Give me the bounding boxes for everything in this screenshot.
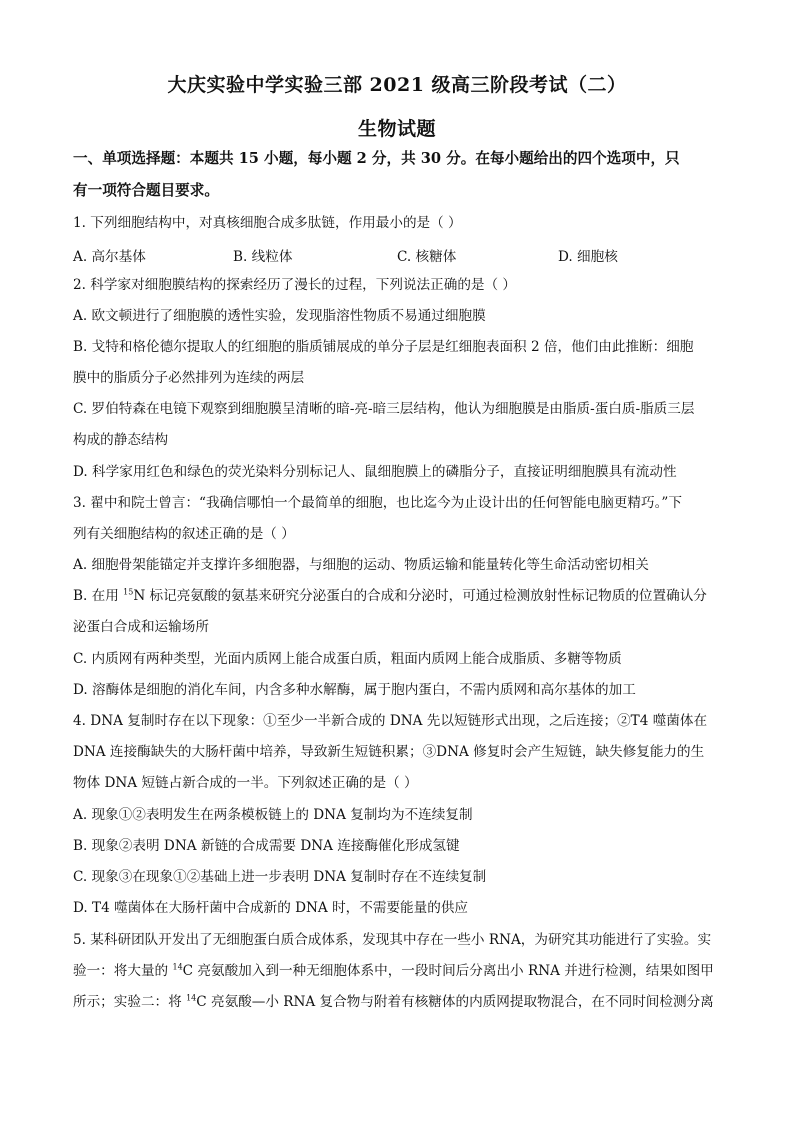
question-5-line3 (73, 993, 733, 1011)
q3-option-c: C. 内质网有两种类型，光面内质网上能合成蛋白质，粗面内质网上能合成脂质、多糖等物质 (73, 651, 622, 667)
q4-option-c: C. 现象③在现象①②基础上进一步表明 DNA 复制时存在不连续复制 (73, 869, 487, 885)
q3-b-superscript: 15 (123, 587, 134, 597)
exam-title: 大庆实验中学实验三部 2021 级高三阶段考试（二） (167, 74, 627, 96)
q5-line2-pre: 验一：将大量的 (73, 963, 173, 979)
q5-line3-superscript: 14 (186, 993, 197, 1003)
q2-option-b-line1: B. 戈特和格伦德尔提取人的红细胞的脂质铺展成的单分子层是红细胞表面积 2 倍，他们由此推断：细胞 (73, 339, 694, 355)
question-3-stem-line2: 列有关细胞结构的叙述正确的是（ ） (73, 526, 295, 542)
q4-option-a: A. 现象①②表明发生在两条模板链上的 DNA 复制均为不连续复制 (73, 807, 473, 823)
q2-option-d: D. 科学家用红色和绿色的荧光染料分别标记人、鼠细胞膜上的磷脂分子，直接证明细胞膜具有流动性 (73, 464, 677, 480)
q4-option-d: D. T4 噬菌体在大肠杆菌中合成新的 DNA 时，不需要能量的供应 (73, 900, 468, 916)
q5-line2-post: C 亮氨酸加入到一种无细胞体系中，一段时间后分离出小 RNA 并进行检测，结果如图甲 (182, 963, 714, 979)
question-3-stem-line1: 3. 翟中和院士曾言：“我确信哪怕一个最简单的细胞，也比迄今为止设计出的任何智能电脑更精巧。”下 (73, 495, 682, 511)
q3-b-text-post: N 标记亮氨酸的氨基来研究分泌蛋白的合成和分泌时，可通过检测放射性标记物质的位置确认分 (133, 588, 707, 604)
q5-line3-pre: 所示；实验二：将 (73, 994, 187, 1010)
question-2-stem: 2. 科学家对细胞膜结构的探索经历了漫长的过程，下列说法正确的是（ ） (73, 277, 517, 293)
q2-option-c-line2: 构成的静态结构 (73, 432, 169, 448)
question-5-line1: 5. 某科研团队开发出了无细胞蛋白质合成体系，发现其中存在一些小 RNA，为研究其功能进行了实验。实 (73, 932, 712, 948)
q2-option-b-line2: 膜中的脂质分子必然排列为连续的两层 (73, 370, 305, 386)
q4-option-b: B. 现象②表明 DNA 新链的合成需要 DNA 连接酶催化形成氢键 (73, 838, 460, 854)
q3-option-d: D. 溶酶体是细胞的消化车间，内含多种水解酶，属于胞内蛋白，不需内质网和高尔基体的加工 (73, 682, 636, 698)
q2-option-c-line1: C. 罗伯特森在电镜下观察到细胞膜呈清晰的暗-亮-暗三层结构，他认为细胞膜是由脂质-蛋白质-脂质三层 (73, 401, 695, 417)
q3-option-b-line2: 泌蛋白合成和运输场所 (73, 619, 209, 635)
q5-line3-post: C 亮氨酸—小 RNA 复合物与附着有核糖体的内质网提取物混合，在不同时间检测分离 (196, 994, 714, 1010)
question-5-line2 (73, 962, 733, 980)
q3-b-text-pre: B. 在用 (73, 588, 124, 604)
q2-option-a: A. 欧文顿进行了细胞膜的透性实验，发现脂溶性物质不易通过细胞膜 (73, 308, 486, 324)
exam-subtitle: 生物试题 (357, 118, 436, 140)
question-4-stem-line3: 物体 DNA 短链占新合成的一半。下列叙述正确的是（ ） (73, 775, 418, 791)
q3-option-b-line1 (73, 587, 733, 605)
q1-option-b: B. 线粒体 (233, 249, 293, 265)
section-heading-line2: 有一项符合题目要求。 (73, 182, 219, 199)
question-1-stem: 1. 下列细胞结构中，对真核细胞合成多肽链，作用最小的是（ ） (73, 215, 462, 231)
question-1-options (73, 245, 733, 263)
q3-option-a: A. 细胞骨架能锚定并支撑许多细胞器，与细胞的运动、物质运输和能量转化等生命活动密切相关 (73, 557, 649, 573)
section-heading-line1: 一、单项选择题：本题共 15 小题，每小题 2 分，共 30 分。在每小题给出的四个选项中，只 (73, 150, 680, 167)
q5-line2-superscript: 14 (172, 962, 183, 972)
q1-option-d: D. 细胞核 (558, 249, 618, 265)
q1-option-a: A. 高尔基体 (73, 249, 146, 265)
question-4-stem-line2: DNA 连接酶缺失的大肠杆菌中培养，导致新生短链积累；③DNA 修复时会产生短链，缺失修复能力的生 (73, 744, 705, 760)
question-4-stem-line1: 4. DNA 复制时存在以下现象：①至少一半新合成的 DNA 先以短链形式出现，之后连接；②T4 噬菌体在 (73, 713, 708, 729)
q1-option-c: C. 核糖体 (397, 249, 457, 265)
